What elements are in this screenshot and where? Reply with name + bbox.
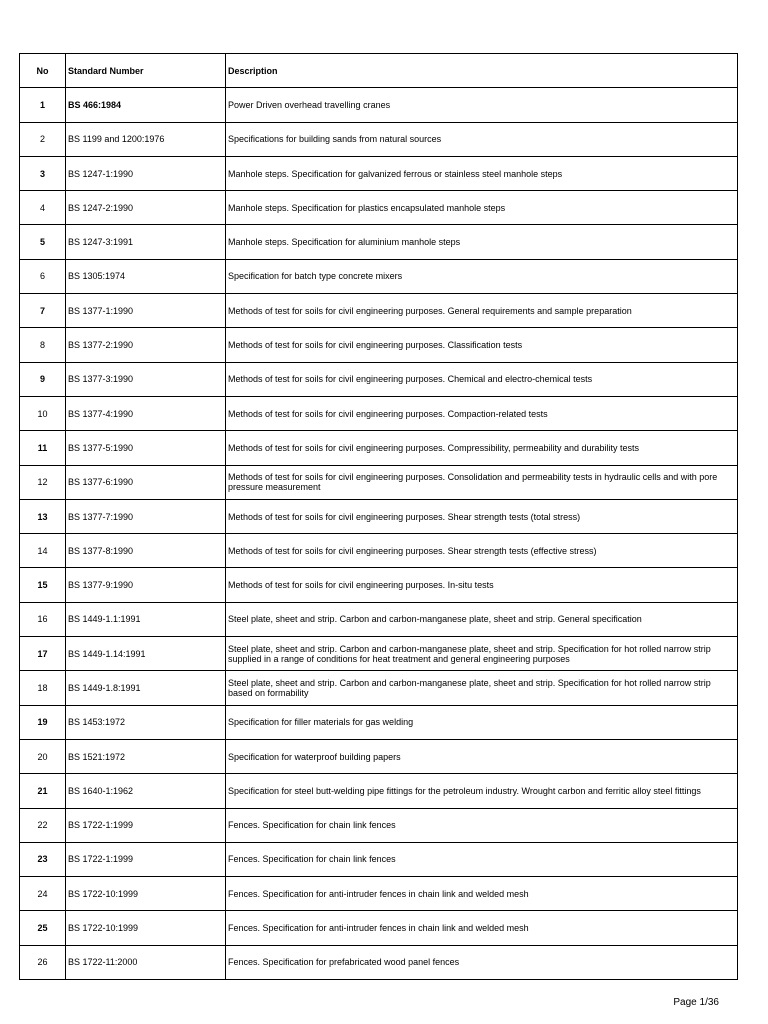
standard-number: BS 1722-11:2000	[66, 945, 226, 979]
description: Methods of test for soils for civil engineering purposes. Classification tests	[226, 328, 738, 362]
header-description: Description	[226, 54, 738, 88]
standard-number: BS 1247-2:1990	[66, 191, 226, 225]
description: Methods of test for soils for civil engineering purposes. Shear strength tests (total stress)	[226, 499, 738, 533]
description: Steel plate, sheet and strip. Carbon and carbon-manganese plate, sheet and strip. Specification for hot rolled narrow strip supplied in a range of conditions for heat treatment and general engineering purposes	[226, 637, 738, 671]
standard-number: BS 1640-1:1962	[66, 774, 226, 808]
description: Methods of test for soils for civil engineering purposes. Compaction-related tests	[226, 396, 738, 430]
row-number: 1	[20, 88, 66, 122]
standard-number: BS 1377-1:1990	[66, 294, 226, 328]
description: Steel plate, sheet and strip. Carbon and carbon-manganese plate, sheet and strip. Specification for hot rolled narrow strip based on formability	[226, 671, 738, 705]
row-number: 12	[20, 465, 66, 499]
standard-number: BS 1377-2:1990	[66, 328, 226, 362]
row-number: 8	[20, 328, 66, 362]
table-row	[20, 396, 738, 430]
standard-number: BS 1449-1.8:1991	[66, 671, 226, 705]
standard-number: BS 1722-1:1999	[66, 842, 226, 876]
standard-number: BS 1377-7:1990	[66, 499, 226, 533]
standard-number: BS 1247-3:1991	[66, 225, 226, 259]
row-number: 11	[20, 431, 66, 465]
table-row	[20, 328, 738, 362]
description: Methods of test for soils for civil engineering purposes. Consolidation and permeability tests in hydraulic cells and with pore pressure measurement	[226, 465, 738, 499]
header-no: No	[20, 54, 66, 88]
table-row	[20, 637, 738, 671]
description: Fences. Specification for prefabricated wood panel fences	[226, 945, 738, 979]
header-standard-number: Standard Number	[66, 54, 226, 88]
standard-number: BS 1377-4:1990	[66, 396, 226, 430]
table-row	[20, 465, 738, 499]
row-number: 7	[20, 294, 66, 328]
standard-number: BS 1377-3:1990	[66, 362, 226, 396]
table-row	[20, 602, 738, 636]
row-number: 9	[20, 362, 66, 396]
row-number: 5	[20, 225, 66, 259]
standard-number: BS 1377-6:1990	[66, 465, 226, 499]
description: Manhole steps. Specification for galvanized ferrous or stainless steel manhole steps	[226, 156, 738, 190]
description: Steel plate, sheet and strip. Carbon and carbon-manganese plate, sheet and strip. General specification	[226, 602, 738, 636]
standard-number: BS 1722-1:1999	[66, 808, 226, 842]
description: Specification for waterproof building papers	[226, 739, 738, 773]
row-number: 2	[20, 122, 66, 156]
table-row	[20, 156, 738, 190]
table-row	[20, 499, 738, 533]
standard-number: BS 1247-1:1990	[66, 156, 226, 190]
table-row	[20, 842, 738, 876]
standard-number: BS 1377-9:1990	[66, 568, 226, 602]
row-number: 15	[20, 568, 66, 602]
table-row	[20, 362, 738, 396]
table-row	[20, 705, 738, 739]
row-number: 25	[20, 911, 66, 945]
description: Methods of test for soils for civil engineering purposes. General requirements and sample preparation	[226, 294, 738, 328]
row-number: 16	[20, 602, 66, 636]
description: Methods of test for soils for civil engineering purposes. Chemical and electro-chemical tests	[226, 362, 738, 396]
table-row	[20, 225, 738, 259]
description: Power Driven overhead travelling cranes	[226, 88, 738, 122]
table-row	[20, 808, 738, 842]
table-row	[20, 122, 738, 156]
standard-number: BS 1722-10:1999	[66, 911, 226, 945]
description: Methods of test for soils for civil engineering purposes. Shear strength tests (effective stress)	[226, 534, 738, 568]
standard-number: BS 1377-8:1990	[66, 534, 226, 568]
description: Methods of test for soils for civil engineering purposes. Compressibility, permeability and durability tests	[226, 431, 738, 465]
description: Fences. Specification for chain link fences	[226, 842, 738, 876]
row-number: 22	[20, 808, 66, 842]
standard-number: BS 466:1984	[66, 88, 226, 122]
description: Fences. Specification for chain link fences	[226, 808, 738, 842]
row-number: 3	[20, 156, 66, 190]
description: Fences. Specification for anti-intruder fences in chain link and welded mesh	[226, 911, 738, 945]
table-row	[20, 294, 738, 328]
table-row	[20, 191, 738, 225]
description: Specification for filler materials for gas welding	[226, 705, 738, 739]
description: Specification for batch type concrete mixers	[226, 259, 738, 293]
row-number: 14	[20, 534, 66, 568]
table-row	[20, 739, 738, 773]
description: Fences. Specification for anti-intruder fences in chain link and welded mesh	[226, 877, 738, 911]
row-number: 10	[20, 396, 66, 430]
standard-number: BS 1199 and 1200:1976	[66, 122, 226, 156]
row-number: 4	[20, 191, 66, 225]
description: Manhole steps. Specification for plastics encapsulated manhole steps	[226, 191, 738, 225]
description: Specification for steel butt-welding pipe fittings for the petroleum industry. Wrought carbon and ferritic alloy steel fittings	[226, 774, 738, 808]
standard-number: BS 1521:1972	[66, 739, 226, 773]
row-number: 20	[20, 739, 66, 773]
table-row	[20, 431, 738, 465]
row-number: 26	[20, 945, 66, 979]
page-number: Page 1/36	[673, 997, 719, 1008]
row-number: 6	[20, 259, 66, 293]
standard-number: BS 1449-1.1:1991	[66, 602, 226, 636]
row-number: 21	[20, 774, 66, 808]
standard-number: BS 1449-1.14:1991	[66, 637, 226, 671]
table-row	[20, 911, 738, 945]
standard-number: BS 1305:1974	[66, 259, 226, 293]
table-row	[20, 774, 738, 808]
row-number: 18	[20, 671, 66, 705]
row-number: 17	[20, 637, 66, 671]
table-row	[20, 568, 738, 602]
row-number: 19	[20, 705, 66, 739]
description: Specifications for building sands from natural sources	[226, 122, 738, 156]
table-row	[20, 671, 738, 705]
description: Manhole steps. Specification for aluminium manhole steps	[226, 225, 738, 259]
row-number: 23	[20, 842, 66, 876]
standard-number: BS 1722-10:1999	[66, 877, 226, 911]
table-row	[20, 945, 738, 979]
table-row	[20, 88, 738, 122]
description: Methods of test for soils for civil engineering purposes. In-situ tests	[226, 568, 738, 602]
row-number: 24	[20, 877, 66, 911]
table-row	[20, 877, 738, 911]
table-row	[20, 259, 738, 293]
header-row	[20, 54, 738, 88]
standards-table	[19, 53, 738, 980]
standard-number: BS 1377-5:1990	[66, 431, 226, 465]
row-number: 13	[20, 499, 66, 533]
standard-number: BS 1453:1972	[66, 705, 226, 739]
table-row	[20, 534, 738, 568]
